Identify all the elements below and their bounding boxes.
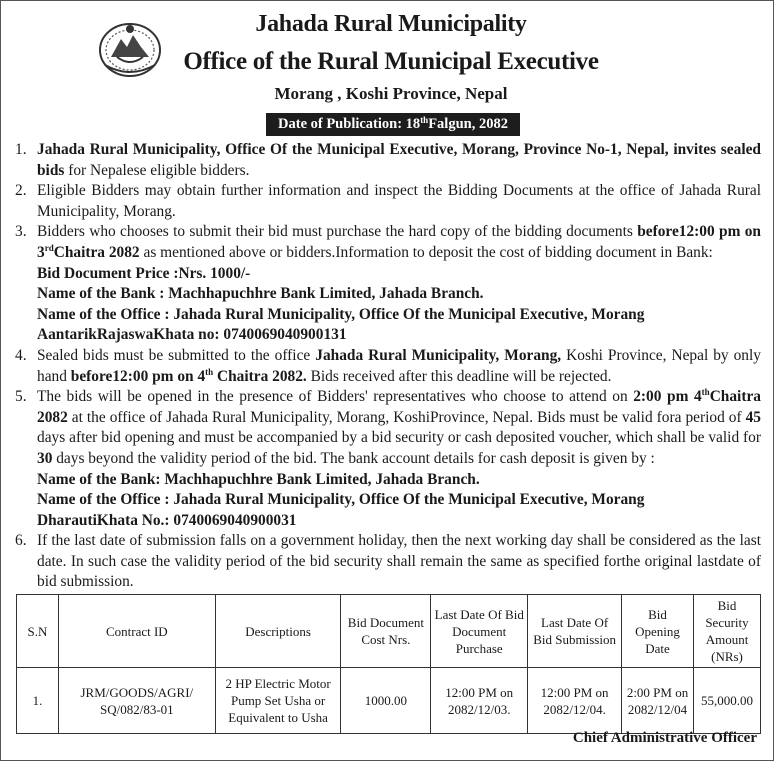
column-header: Bid Opening Date (622, 595, 694, 668)
column-header: Bid Document Cost Nrs. (341, 595, 431, 668)
table-cell: 2 HP Electric Motor Pump Set Usha or Equivalent to Usha (215, 668, 341, 734)
column-header: Last Date Of Bid Submission (528, 595, 622, 668)
deposit-account-number: DharautiKhata No.: 0740069040900031 (37, 511, 297, 529)
column-header: Bid Security Amount (NRs) (694, 595, 761, 668)
table-cell: 1000.00 (341, 668, 431, 734)
signature-title: Chief Administrative Officer (572, 730, 757, 746)
municipality-name: Jahada Rural Municipality (255, 11, 527, 37)
office-account-name: Name of the Office : Jahada Rural Municipality, Office Of the Municipal Executive, Morang (37, 491, 645, 509)
table-row (17, 668, 761, 734)
notice-item: 3. Bidders who chooses to submit their bid must purchase the hard copy of the bidding documents before12:00 pm on 3rdChaitra 2082 as mentioned above or bidders.Information to deposit the cost of bidding document in Bank: Bid Document Price :Nrs. 1000/- Name of the Bank : Machhapuchhre Bank Limited, Jahada Branch. Name of the Office : Jahada Rural Municipality, Office Of the Municipal Executive, Morang AantarikRajaswaKhata no: 0740069040900131 (15, 222, 761, 346)
bank-name: Name of the Bank: Machhapuchhre Bank Limited, Jahada Branch. (37, 470, 480, 488)
column-header: S.N (17, 595, 59, 668)
office-name: Office of the Rural Municipal Executive (183, 48, 599, 75)
column-header: Contract ID (58, 595, 215, 668)
revenue-account-number: AantarikRajaswaKhata no: 0740069040900131 (37, 326, 347, 344)
bank-name: Name of the Bank : Machhapuchhre Bank Limited, Jahada Branch. (37, 285, 484, 303)
table-cell: 1. (17, 668, 59, 734)
notice-item: 2. Eligible Bidders may obtain further information and inspect the Bidding Documents at the office of Jahada Rural Municipality, Morang. (15, 182, 761, 220)
bid-document-price: Bid Document Price :Nrs. 1000/- (37, 264, 251, 282)
notice-items (15, 140, 761, 593)
table-cell: 55,000.00 (694, 668, 761, 734)
table-cell: 12:00 PM on 2082/12/04. (528, 668, 622, 734)
notice-item: 5. The bids will be opened in the presence of Bidders' representatives who choose to attend on 2:00 pm 4thChaitra 2082 at the office of Jahada Rural Municipality, Morang, KoshiProvince, Nepal. Bids must be valid fora period of 45 days after bid opening and must be accompanied by a bid security or cash deposited voucher, which shall be valid for 30 days beyond the validity period of the bid. The bank account details for cash deposit is given by : Name of the Bank: Machhapuchhre Bank Limited, Jahada Branch. Name of the Office : Jahada Rural Municipality, Office Of the Municipal Executive, Morang DharautiKhata No.: 0740069040900031 (15, 387, 761, 531)
notice-item: 6. If the last date of submission falls on a government holiday, then the next working day shall be considered as the last date. In such case the validity period of the bid security shall remain the same as specified forthe original lastdate of bid submission. (15, 532, 761, 591)
notice-item: 4. Sealed bids must be submitted to the office Jahada Rural Municipality, Morang, Koshi Province, Nepal by only hand before12:00 pm on 4th Chaitra 2082. Bids received after this deadline will be rejected. (15, 346, 761, 385)
table-cell: 2:00 PM on 2082/12/04 (622, 668, 694, 734)
table-header-row (17, 595, 761, 668)
bid-table (16, 594, 761, 734)
table-cell: JRM/GOODS/AGRI/ SQ/082/83-01 (58, 668, 215, 734)
notice-item: 1. Jahada Rural Municipality, Office Of the Municipal Executive, Morang, Province No-1, Nepal, invites sealed bids for Nepalese eligible bidders. (15, 141, 761, 179)
publication-date-bar: Date of Publication: 18thFalgun, 2082 (266, 113, 520, 136)
column-header: Descriptions (215, 595, 341, 668)
table-cell: 12:00 PM on 2082/12/03. (431, 668, 528, 734)
office-address: Morang , Koshi Province, Nepal (274, 84, 508, 103)
column-header: Last Date Of Bid Document Purchase (431, 595, 528, 668)
office-account-name: Name of the Office : Jahada Rural Municipality, Office Of the Municipal Executive, Morang (37, 305, 645, 323)
